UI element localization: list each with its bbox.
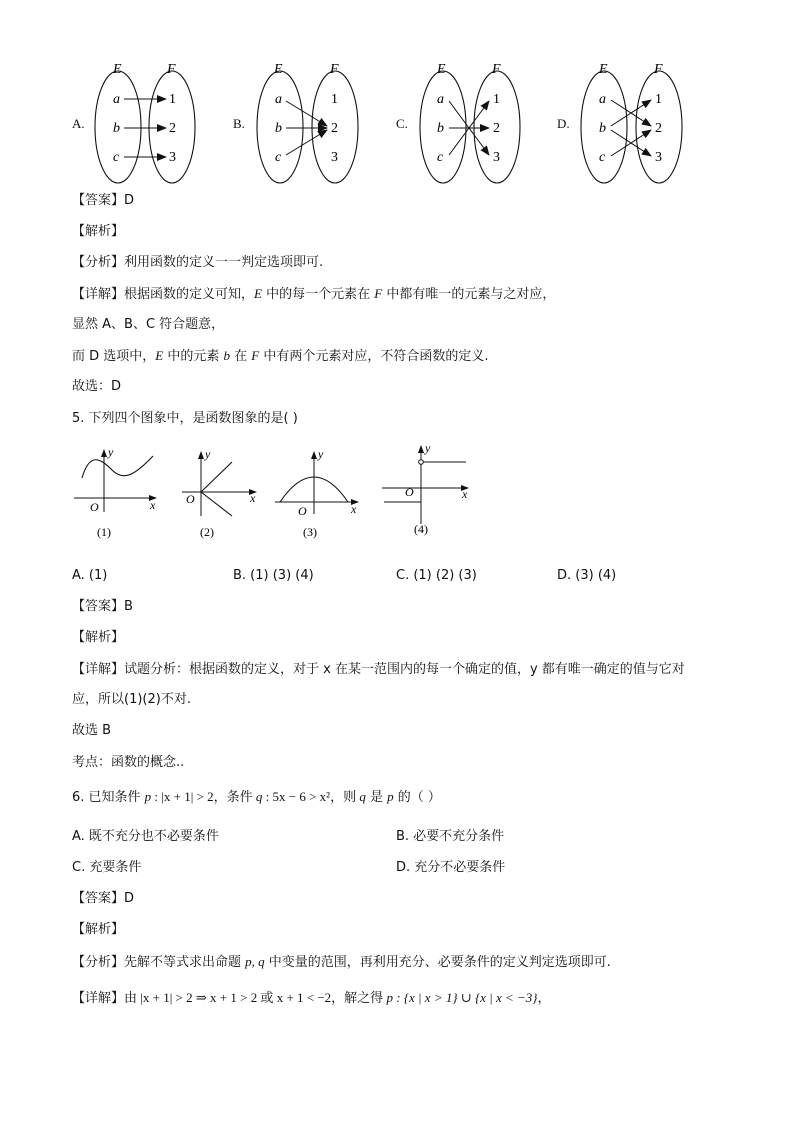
text-segment: 中的元素 bbox=[163, 349, 224, 364]
y-axis-label: y bbox=[108, 445, 114, 459]
x-axis-label: x bbox=[250, 491, 256, 505]
text-segment: 而 D 选项中， bbox=[72, 349, 156, 364]
math-var: p bbox=[144, 789, 152, 804]
elem-f-3: 3 bbox=[331, 150, 338, 165]
elem-e-c: c bbox=[437, 150, 444, 165]
set-e-label: E bbox=[113, 62, 122, 77]
q4-option-d-label: D. bbox=[557, 116, 570, 131]
elem-e-a: a bbox=[113, 92, 120, 107]
math-var: b bbox=[223, 348, 230, 363]
answer-tag: 【答案】 bbox=[72, 599, 125, 614]
answer-tag: 【答案】 bbox=[72, 891, 125, 906]
origin-label: O bbox=[405, 485, 414, 499]
text-segment: 在 bbox=[230, 349, 252, 364]
q6-option-c[interactable]: C. 充要条件 bbox=[72, 860, 142, 875]
arrow-a-2 bbox=[286, 101, 327, 126]
q6-answer: D bbox=[124, 891, 135, 906]
q4-fenxi-text: 利用函数的定义一一判定选项即可. bbox=[124, 255, 324, 270]
fenxi-tag: 【分析】 bbox=[72, 255, 125, 270]
graph-label-3: (3) bbox=[303, 525, 317, 539]
math-expr: : |x + 1| > 2，条件 bbox=[151, 789, 256, 804]
elem-f-1: 1 bbox=[655, 92, 662, 107]
q4-option-a-label: A. bbox=[72, 116, 85, 131]
q4-fenxi-line bbox=[72, 254, 323, 272]
q5-graphs bbox=[0, 440, 794, 550]
elem-e-c: c bbox=[275, 150, 282, 165]
set-f-label: F bbox=[330, 62, 339, 77]
q4-answer: D bbox=[124, 193, 135, 208]
q6-option-d[interactable]: D. 充分不必要条件 bbox=[396, 860, 506, 875]
q4-diagram-c bbox=[420, 62, 520, 183]
text-segment: 6. 已知条件 bbox=[72, 790, 145, 805]
elem-f-1: 1 bbox=[169, 92, 176, 107]
text-segment: 中变量的范围，再利用充分、必要条件的定义判定选项即可. bbox=[264, 955, 611, 970]
elem-f-2: 2 bbox=[493, 121, 500, 136]
detail-tag: 【详解】 bbox=[72, 991, 125, 1006]
x-axis-label: x bbox=[351, 502, 357, 516]
elem-e-c: c bbox=[113, 150, 120, 165]
set-e-label: E bbox=[274, 62, 283, 77]
q4-detail-line-3 bbox=[72, 347, 488, 366]
math-expr: 由 |x + 1| > 2 ⇒ x + 1 > 2 或 x + 1 < −2，解之得 bbox=[124, 990, 387, 1005]
q5-graph-3 bbox=[275, 447, 358, 539]
text-segment: 先解不等式求出命题 bbox=[124, 955, 246, 970]
q6-answer-line bbox=[72, 890, 134, 908]
text-segment: 中都有唯一的元素与之对应， bbox=[382, 287, 556, 302]
q4-answer-line bbox=[72, 192, 134, 210]
elem-f-2: 2 bbox=[169, 121, 176, 136]
math-var: q bbox=[359, 789, 366, 804]
elem-f-2: 2 bbox=[655, 121, 662, 136]
q5-answer: B bbox=[124, 599, 133, 614]
open-point bbox=[419, 460, 424, 465]
q5-conclusion: 故选 B bbox=[72, 723, 112, 738]
graph-label-2: (2) bbox=[200, 525, 214, 539]
q4-conclusion: 故选：D bbox=[72, 379, 122, 394]
math-var: q bbox=[255, 789, 263, 804]
q5-graph-4 bbox=[382, 441, 468, 536]
y-axis-label: y bbox=[318, 447, 324, 461]
y-axis-label: y bbox=[205, 447, 211, 461]
text-segment: ， bbox=[537, 991, 551, 1006]
q5-detail-line-2: 应，所以(1)(2)不对. bbox=[72, 692, 191, 707]
q4-diagram-a bbox=[95, 62, 195, 183]
graph-label-4: (4) bbox=[414, 522, 428, 536]
q5-answer-line bbox=[72, 598, 133, 616]
elem-f-3: 3 bbox=[493, 150, 500, 165]
set-f-label: F bbox=[167, 62, 176, 77]
x-axis-label: x bbox=[462, 487, 468, 501]
q5-detail-line-1 bbox=[72, 661, 685, 679]
graph-label-1: (1) bbox=[97, 525, 111, 539]
elem-f-3: 3 bbox=[169, 150, 176, 165]
answer-tag: 【答案】 bbox=[72, 193, 125, 208]
arrow-c-2 bbox=[286, 130, 327, 155]
elem-f-1: 1 bbox=[331, 92, 338, 107]
q6-fenxi-line bbox=[72, 953, 611, 972]
q6-option-b[interactable]: B. 必要不充分条件 bbox=[396, 829, 505, 844]
q4-option-b-label: B. bbox=[233, 116, 245, 131]
math-var: E bbox=[254, 286, 262, 301]
q5-stem: 5. 下列四个图象中，是函数图象的是( ) bbox=[72, 411, 298, 426]
elem-f-2: 2 bbox=[331, 121, 338, 136]
x-axis-label: x bbox=[150, 498, 156, 512]
elem-e-a: a bbox=[599, 92, 606, 107]
q5-option-d[interactable]: D. (3) (4) bbox=[557, 568, 617, 583]
q4-analysis-heading: 【解析】 bbox=[72, 224, 125, 239]
elem-e-b: b bbox=[599, 121, 606, 136]
origin-label: O bbox=[298, 504, 307, 518]
elem-e-b: b bbox=[113, 121, 120, 136]
elem-e-a: a bbox=[275, 92, 282, 107]
y-axis-label: y bbox=[425, 441, 431, 455]
set-f-label: F bbox=[492, 62, 501, 77]
elem-e-b: b bbox=[275, 121, 282, 136]
q4-diagram-b bbox=[257, 62, 358, 183]
set-e-label: E bbox=[437, 62, 446, 77]
q5-detail-text-1: 试题分析：根据函数的定义，对于 x 在某一范围内的每一个确定的值，y 都有唯一确定的值与它对 bbox=[124, 662, 685, 677]
q5-option-b[interactable]: B. (1) (3) (4) bbox=[233, 568, 314, 583]
math-var: p bbox=[387, 789, 394, 804]
q6-analysis-heading: 【解析】 bbox=[72, 922, 125, 937]
set-e-label: E bbox=[599, 62, 608, 77]
q4-option-c-label: C. bbox=[396, 116, 408, 131]
elem-f-3: 3 bbox=[655, 150, 662, 165]
fenxi-tag: 【分析】 bbox=[72, 955, 125, 970]
math-var: E bbox=[155, 348, 164, 363]
elem-e-a: a bbox=[437, 92, 444, 107]
elem-e-b: b bbox=[437, 121, 444, 136]
q6-option-a[interactable]: A. 既不充分也不必要条件 bbox=[72, 829, 219, 844]
ray-up bbox=[201, 462, 232, 492]
math-var: F bbox=[374, 286, 383, 301]
q4-mapping-diagrams bbox=[0, 0, 794, 200]
detail-tag: 【详解】 bbox=[72, 662, 125, 677]
q5-graph-2 bbox=[182, 447, 256, 539]
q5-option-a[interactable]: A. (1) bbox=[72, 568, 108, 583]
math-expr: : 5x − 6 > x²，则 bbox=[262, 789, 360, 804]
text-segment: 中的每一个元素在 bbox=[261, 287, 375, 302]
q4-diagram-d bbox=[581, 62, 682, 183]
q6-detail-line bbox=[72, 989, 551, 1008]
math-var: F bbox=[251, 348, 260, 363]
math-expr: p : {x | x > 1} ∪ {x | x < −3} bbox=[386, 990, 538, 1005]
q5-analysis-heading: 【解析】 bbox=[72, 630, 125, 645]
q6-stem bbox=[72, 788, 441, 807]
elem-e-c: c bbox=[599, 150, 606, 165]
origin-label: O bbox=[90, 500, 99, 514]
text-segment: 中有两个元素对应，不符合函数的定义. bbox=[259, 349, 489, 364]
detail-tag: 【详解】 bbox=[72, 287, 125, 302]
curve bbox=[82, 456, 153, 478]
q5-option-c[interactable]: C. (1) (2) (3) bbox=[396, 568, 477, 583]
text-segment: 是 bbox=[365, 790, 388, 805]
math-var: p, q bbox=[245, 954, 265, 969]
q5-graph-1 bbox=[74, 445, 156, 539]
q4-detail-line-2: 显然 A、B、C 符合题意， bbox=[72, 317, 225, 332]
ray-down bbox=[201, 492, 232, 516]
q4-detail-line-1 bbox=[72, 285, 555, 304]
set-f-label: F bbox=[654, 62, 663, 77]
text-segment: 的（ ） bbox=[393, 790, 441, 805]
text-segment: 根据函数的定义可知， bbox=[124, 287, 255, 302]
origin-label: O bbox=[186, 492, 195, 506]
elem-f-1: 1 bbox=[493, 92, 500, 107]
q5-kaodian: 考点：函数的概念.. bbox=[72, 755, 185, 770]
